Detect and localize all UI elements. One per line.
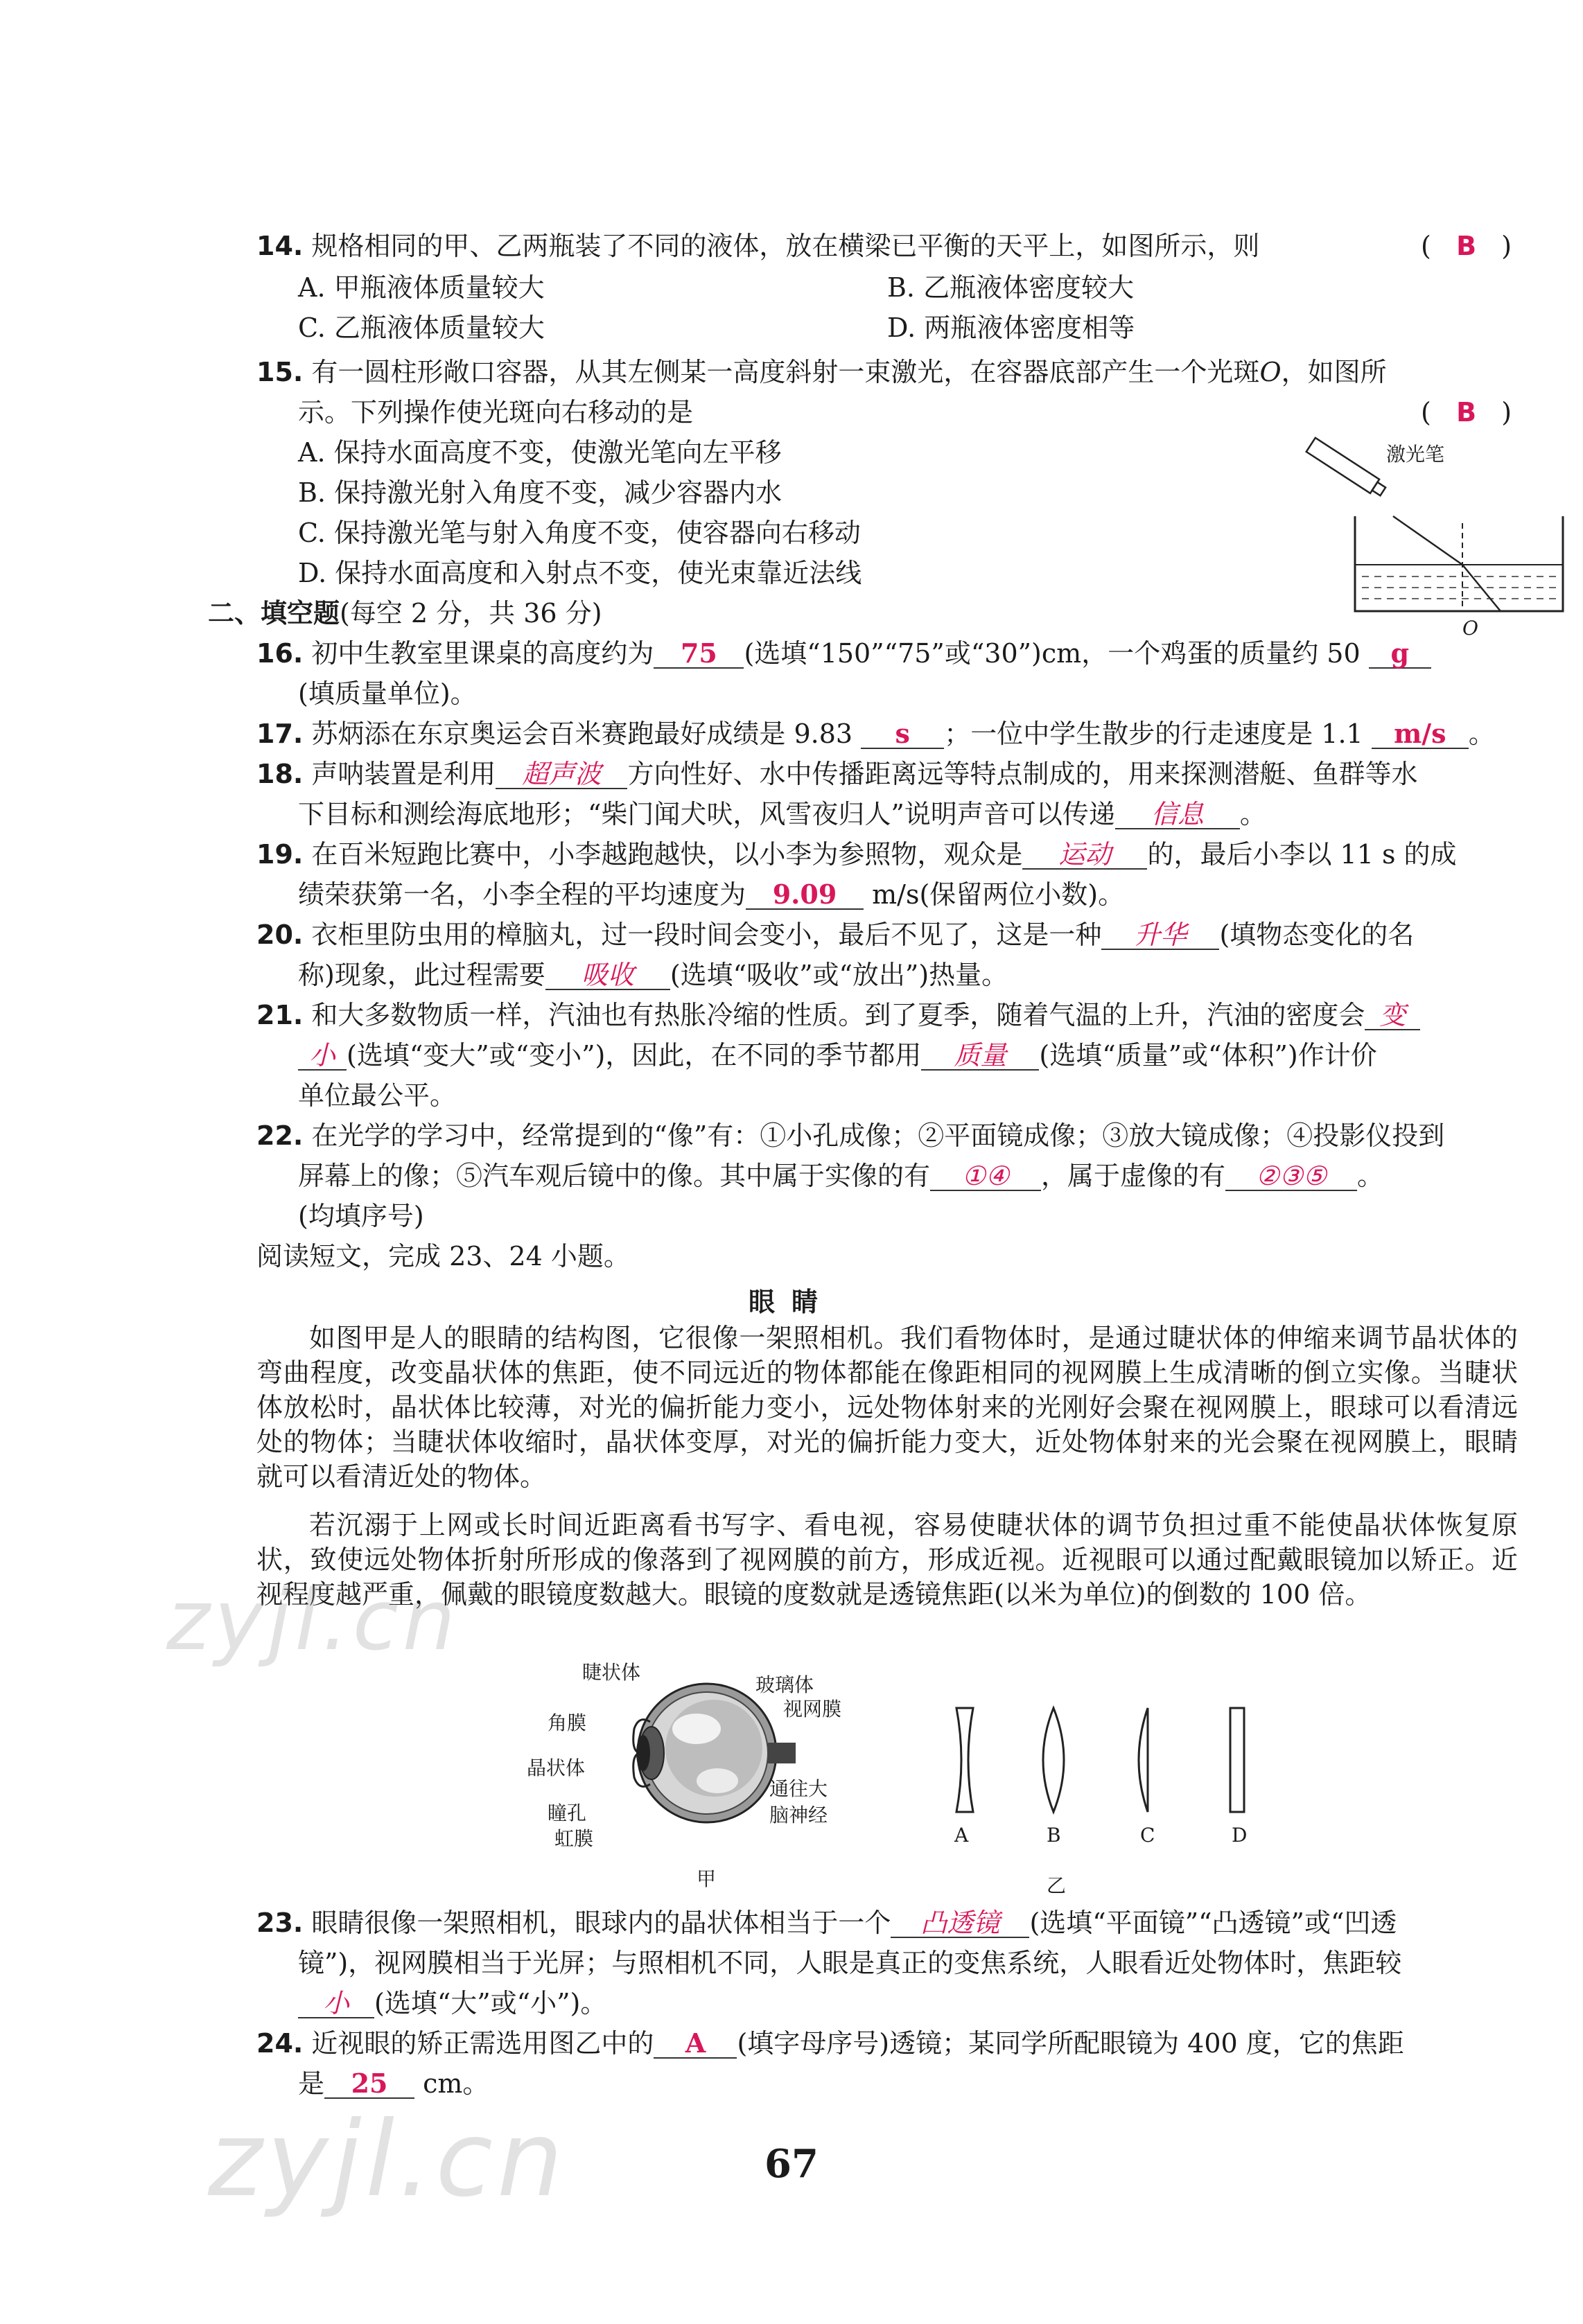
text: 。 — [1357, 1161, 1384, 1191]
question-number: 24. — [256, 2028, 304, 2059]
eye-label-nerve-1: 通往大 — [769, 1777, 828, 1800]
article-title: 眼睛 — [748, 1287, 834, 1317]
choice-answer: B — [1456, 231, 1477, 261]
answer-blank: 质量 — [921, 1041, 1039, 1071]
point-o-label: O — [1462, 617, 1478, 640]
q14-stem — [256, 229, 1259, 263]
q16-line-2: (填质量单位)。 — [298, 678, 477, 709]
text: 在光学的学习中，经常提到的“像”有：①小孔成像；②平面镜成像；③放大镜成像；④投影仪投到 — [311, 1120, 1445, 1151]
question-text: 规格相同的甲、乙两瓶装了不同的液体，放在横梁已平衡的天平上，如图所示，则 — [311, 231, 1260, 261]
answer-blank: 超声波 — [496, 760, 627, 789]
watermark-bottom: zyjl.cn — [208, 2099, 568, 2220]
text: (填物态变化的名 — [1219, 919, 1415, 950]
lens-figure-caption: 乙 — [1047, 1874, 1067, 1897]
lens-figure — [943, 1705, 1261, 1815]
text: 下目标和测绘海底地形；“柴门闻犬吠，风雪夜归人”说明声音可以传递 — [298, 799, 1115, 829]
text: 的，最后小李以 11 s 的成 — [1147, 839, 1457, 870]
answer-blank: 变 — [1365, 1001, 1420, 1030]
question-number: 14. — [256, 231, 304, 261]
answer-blank-cont: 小 — [298, 1041, 347, 1071]
question-number: 17. — [256, 719, 304, 749]
q21-line-1 — [256, 998, 1420, 1032]
text: 屏幕上的像；⑤汽车观后镜中的像。其中属于实像的有 — [298, 1161, 931, 1191]
answer-blank: 凸透镜 — [891, 1909, 1029, 1938]
section-header — [208, 596, 602, 631]
eye-label-vitreous: 玻璃体 — [755, 1673, 814, 1696]
q14-option-d: D. 两瓶液体密度相等 — [887, 312, 1135, 343]
text: ；一位中学生散步的行走速度是 1.1 — [944, 719, 1363, 749]
eye-label-iris: 虹膜 — [554, 1827, 594, 1850]
text: 苏炳添在东京奥运会百米赛跑最好成绩是 9.83 — [311, 719, 853, 749]
q15-stem-1 — [256, 355, 1387, 389]
q17-line-1 — [256, 716, 1495, 751]
lens-label-a: A — [954, 1824, 969, 1847]
article-paragraph-1: 如图甲是人的眼睛的结构图，它很像一架照相机。我们看物体时，是通过睫状体的伸缩来调节晶状体的弯曲程度，改变晶状体的焦距，使不同远近的物体都能在像距相同的视网膜上生成清晰的倒立实像。当睫状体放松时，晶状体比较薄，对光的偏折能力变小，远处物体射来的光刚好会聚在视网膜上，眼球可以看清远处的物体；当睫状体收缩时，晶状体变厚，对光的偏折能力变大，近处物体射来的光会聚在视网膜上，眼睛就可以看清近处的物体。 — [256, 1323, 1518, 1492]
plano-convex-lens-c — [1139, 1708, 1148, 1812]
q18-line-2 — [298, 797, 1266, 831]
text: (选填“大”或“小”)。 — [374, 1988, 607, 2018]
question-text: 有一圆柱形敞口容器，从其左侧某一高度斜射一束激光，在容器底部产生一个光斑 — [311, 357, 1260, 387]
q15-option-a: A. 保持水面高度不变，使激光笔向左平移 — [298, 437, 782, 468]
text: 和大多数物质一样，汽油也有热胀冷缩的性质。到了夏季，随着气温的上升，汽油的密度会 — [311, 1000, 1365, 1030]
text: ，属于虚像的有 — [1041, 1161, 1226, 1191]
section-title: 二、填空题 — [208, 598, 340, 628]
container — [1355, 516, 1563, 611]
q15-option-d: D. 保持水面高度和入射点不变，使光束靠近法线 — [298, 558, 862, 588]
text: 。 — [1239, 799, 1266, 829]
q16-line-1 — [256, 636, 1431, 671]
answer-blank: 75 — [654, 640, 744, 669]
text: 声呐装置是利用 — [311, 759, 496, 789]
text: (选填“平面镜”“凸透镜”或“凹透 — [1029, 1908, 1397, 1938]
answer-blank: 小 — [298, 1989, 374, 2018]
answer-blank: g — [1369, 640, 1431, 669]
q23-line-3 — [298, 1986, 606, 2021]
q23-line-1 — [256, 1905, 1397, 1940]
answer-blank: 9.09 — [746, 881, 864, 910]
watermark-top: zyjl.cn — [166, 1573, 460, 1669]
q20-line-1 — [256, 917, 1414, 952]
question-number: 16. — [256, 638, 304, 669]
question-number: 22. — [256, 1120, 304, 1151]
text: cm。 — [423, 2068, 489, 2099]
answer-blank: A — [654, 2030, 737, 2059]
eye-label-pupil: 瞳孔 — [548, 1802, 587, 1824]
text: (选填“吸收”或“放出”)热量。 — [670, 960, 1008, 990]
q24-line-1 — [256, 2026, 1404, 2061]
question-number: 23. — [256, 1908, 304, 1938]
q23-line-2: 镜”)，视网膜相当于光屏；与照相机不同，人眼是真正的变焦系统，人眼看近处物体时，焦距较 — [298, 1948, 1402, 1978]
q15-answer-bracket: ( B ) — [1421, 397, 1512, 428]
q24-line-2 — [298, 2066, 489, 2101]
answer-blank: 信息 — [1115, 800, 1240, 829]
question-number: 20. — [256, 919, 304, 950]
text: 近视眼的矫正需选用图乙中的 — [311, 2028, 654, 2059]
q21-line-2 — [298, 1038, 1377, 1073]
reading-intro: 阅读短文，完成 23、24 小题。 — [256, 1241, 630, 1271]
section-note: (每空 2 分，共 36 分) — [340, 598, 602, 628]
q22-line-2 — [298, 1159, 1383, 1193]
laser-beam — [1393, 516, 1462, 565]
q14-option-a: A. 甲瓶液体质量较大 — [298, 272, 545, 303]
text: 绩荣获第一名，小李全程的平均速度为 — [298, 879, 746, 910]
text: 称)现象，此过程需要 — [298, 960, 545, 990]
q15-option-b: B. 保持激光射入角度不变，减少容器内水 — [298, 477, 782, 508]
q21-line-3: 单位最公平。 — [298, 1080, 457, 1111]
q15-stem-2: 示。下列操作使光斑向右移动的是 — [298, 397, 694, 428]
eye-label-lens: 晶状体 — [527, 1757, 586, 1779]
q15-option-c: C. 保持激光笔与射入角度不变，使容器向右移动 — [298, 518, 861, 548]
text: 衣柜里防虫用的樟脑丸，过一段时间会变小，最后不见了，这是一种 — [311, 919, 1102, 950]
text: (选填“150”“75”或“30”)cm，一个鸡蛋的质量约 50 — [744, 638, 1361, 669]
text: 初中生教室里课桌的高度约为 — [311, 638, 654, 669]
text: (填字母序号)透镜；某同学所配眼镜为 400 度，它的焦距 — [737, 2028, 1404, 2059]
eye-figure-caption: 甲 — [697, 1867, 717, 1890]
lens-label-d: D — [1232, 1824, 1248, 1847]
answer-blank: 运动 — [1022, 840, 1147, 870]
laser-pen-icon — [1306, 438, 1388, 499]
text: 。 — [1468, 719, 1495, 749]
answer-blank: 吸收 — [545, 961, 670, 990]
article-paragraph-2: 若沉溺于上网或长时间近距离看书写字、看电视，容易使睫状体的调节负担过重不能使晶状体恢复原状，致使远处物体折射所形成的像落到了视网膜的前方，形成近视。近视眼可以通过配戴眼镜加以矫正。近视程度越严重，佩戴的眼镜度数越大。眼镜的度数就是透镜焦距(以米为单位)的倒数的 100 倍。 — [256, 1510, 1518, 1610]
question-number: 18. — [256, 759, 304, 789]
q19-line-1 — [256, 837, 1457, 872]
q14-option-b: B. 乙瓶液体密度较大 — [887, 272, 1135, 303]
eye-label-ciliary: 睫状体 — [582, 1661, 641, 1684]
eye-label-retina: 视网膜 — [783, 1698, 842, 1720]
q14-option-c: C. 乙瓶液体质量较大 — [298, 312, 545, 343]
q20-line-2 — [298, 958, 1008, 992]
concave-lens-a — [956, 1708, 973, 1812]
q22-line-1 — [256, 1118, 1444, 1153]
lens-label-b: B — [1047, 1824, 1061, 1847]
water-hatch — [1362, 576, 1556, 599]
question-number: 19. — [256, 839, 304, 870]
lens-label-c: C — [1140, 1824, 1155, 1847]
text: 方向性好、水中传播距离远等特点制成的，用来探测潜艇、鱼群等水 — [627, 759, 1418, 789]
answer-blank: m/s — [1372, 720, 1469, 749]
text: (选填“变大”或“变小”)，因此，在不同的季节都用 — [347, 1040, 922, 1071]
q22-line-3: (均填序号) — [298, 1201, 424, 1231]
answer-blank: s — [861, 720, 944, 749]
answer-blank: 25 — [324, 2070, 414, 2099]
answer-blank: 升华 — [1101, 921, 1219, 950]
text: m/s(保留两位小数)。 — [872, 879, 1125, 910]
page-number: 67 — [764, 2141, 819, 2187]
laser-pen-label: 激光笔 — [1386, 443, 1445, 466]
flat-glass-d — [1230, 1708, 1244, 1812]
convex-lens-b — [1043, 1708, 1064, 1812]
q18-line-1 — [256, 757, 1417, 791]
eye-label-nerve-2: 脑神经 — [769, 1804, 828, 1826]
text: (选填“质量”或“体积”)作计价 — [1039, 1040, 1377, 1071]
question-text-end: ，如图所 — [1281, 357, 1387, 387]
point-o: O — [1259, 357, 1282, 387]
question-number: 15. — [256, 357, 304, 387]
q14-answer-bracket: ( B ) — [1421, 231, 1512, 261]
answer-blank: ②③⑤ — [1225, 1162, 1357, 1191]
answer-blank: ①④ — [930, 1162, 1041, 1191]
text: 是 — [298, 2068, 325, 2099]
eye-label-cornea: 角膜 — [548, 1711, 587, 1734]
choice-answer: B — [1456, 397, 1477, 428]
q19-line-2 — [298, 877, 1124, 912]
question-number: 21. — [256, 1000, 304, 1030]
text: 眼睛很像一架照相机，眼球内的晶状体相当于一个 — [311, 1908, 891, 1938]
text: 在百米短跑比赛中，小李越跑越快，以小李为参照物，观众是 — [311, 839, 1023, 870]
